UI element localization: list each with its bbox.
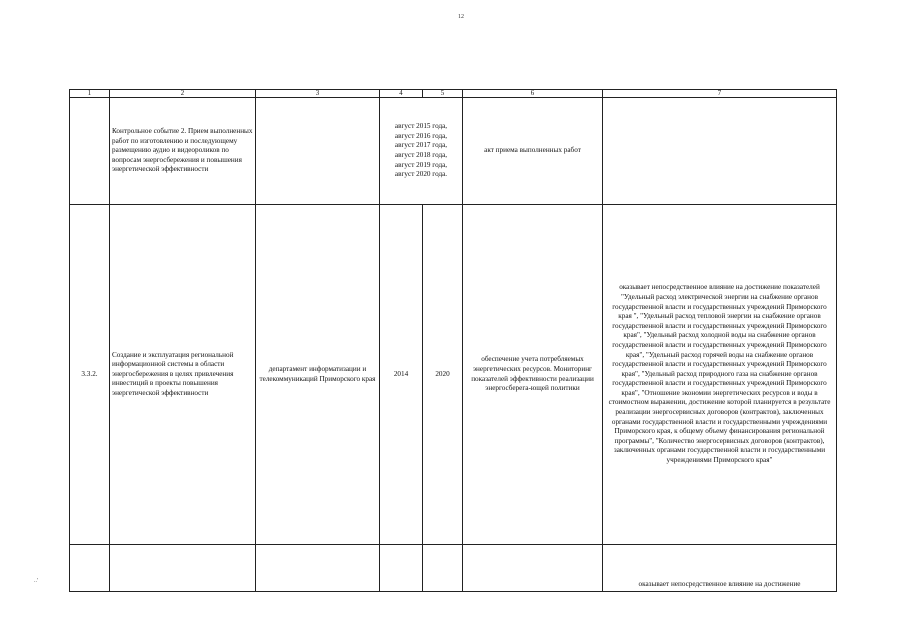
header-col-3: 3 (256, 90, 380, 98)
cell-influence (603, 98, 837, 205)
header-row (70, 90, 837, 98)
cell-dates: август 2015 года, август 2016 года, август 2017 года, август 2018 года, август 2019 года, август 2020 года. (380, 98, 463, 205)
table-row-next (70, 545, 837, 592)
cell-result (463, 545, 603, 592)
cell-influence: оказывает непосредственное влияние на достижение (603, 545, 837, 592)
header-col-7: 7 (603, 90, 837, 98)
header-col-2: 2 (110, 90, 256, 98)
cell-start-year (380, 545, 423, 592)
cell-executor: департамент информатизации и телекоммуникаций Приморского края (256, 205, 380, 545)
header-col-1: 1 (70, 90, 110, 98)
program-table (69, 89, 837, 592)
cell-executor (256, 545, 380, 592)
cell-number (70, 545, 110, 592)
page-number: 12 (458, 14, 464, 20)
cell-end-year: 2020 (423, 205, 463, 545)
header-col-6: 6 (463, 90, 603, 98)
header-col-4: 4 (380, 90, 423, 98)
cell-measure-name: Создание и эксплуатация региональной информационной системы в области энергосбережения в целях привлечения инвестиций в проекты повышения энергетической эффективности (110, 205, 256, 545)
cell-end-year (423, 545, 463, 592)
cell-measure-name: Контрольное событие 2. Прием выполненных работ по изготовлению и последующему размещению аудио и видеороликов по вопросам энергосбережения и повышения энергетической эффективности (110, 98, 256, 205)
corner-mark: ..' (34, 578, 39, 584)
cell-number: 3.3.2. (70, 205, 110, 545)
cell-start-year: 2014 (380, 205, 423, 545)
header-col-5: 5 (423, 90, 463, 98)
cell-result: обеспечение учета потребляемых энергетических ресурсов. Мониторинг показателей эффективности реализации энергосберега-ющей политики (463, 205, 603, 545)
cell-number (70, 98, 110, 205)
cell-measure-name (110, 545, 256, 592)
table-row-3-3-2 (70, 205, 837, 545)
cell-result: акт приема выполненных работ (463, 98, 603, 205)
cell-influence: оказывает непосредственное влияние на достижение показателей "Удельный расход электрической энергии на снабжение органов государственной власти и государственных учреждений Приморского края ", "Удельный расход тепловой энергии на снабжение органов государственной власти и государственных учреждений Приморского края", "Удельный расход холодной воды на снабжение органов государственной власти и государственных учреждений Приморского края", "Удельный расход горячей воды на снабжение органов государственной власти и государственных учреждений Приморского края", "Удельный расход природного газа на снабжение органов государственной власти и государственных учреждений Приморского края", "Отношение экономии энергетических ресурсов и воды в стоимостном выражении, достижение которой планируется в результате реализации энергосервисных договоров (контрактов), заключенных органами государственной власти и государственными учреждениями Приморского края, к общему объему финансирования региональной программы", "Количество энергосервисных договоров (контрактов), заключенных органами государственной власти и государственными учреждениями Приморского края" (603, 205, 837, 545)
table-row-control-event (70, 98, 837, 205)
cell-executor (256, 98, 380, 205)
